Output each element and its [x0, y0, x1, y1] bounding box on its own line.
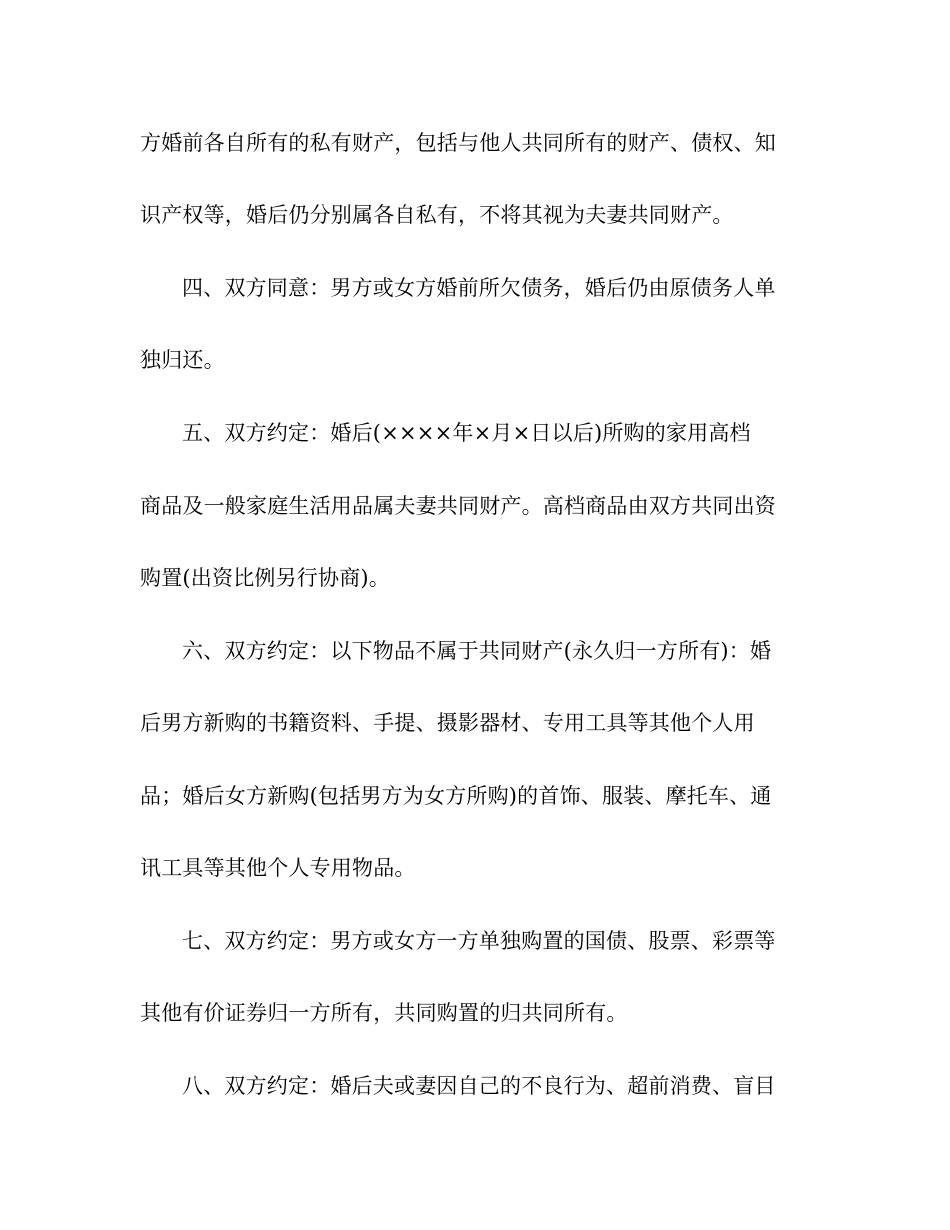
paragraph-line: 独归还。 — [140, 348, 225, 372]
paragraph-line: 讯工具等其他个人专用物品。 — [140, 856, 416, 880]
clause-four-line: 四、双方同意：男方或女方婚前所欠债务，婚后仍由原债务人单 — [182, 276, 776, 300]
paragraph-line: 品；婚后女方新购(包括男方为女方所购)的首饰、服装、摩托车、通 — [140, 784, 772, 808]
paragraph-line: 商品及一般家庭生活用品属夫妻共同财产。高档商品由双方共同出资 — [140, 494, 776, 518]
clause-five-line: 五、双方约定：婚后(××××年×月×日以后)所购的家用高档 — [182, 421, 751, 445]
clause-seven-line: 七、双方约定：男方或女方一方单独购置的国债、股票、彩票等 — [182, 929, 776, 953]
clause-eight-line: 八、双方约定：婚后夫或妻因自己的不良行为、超前消费、盲目 — [182, 1074, 776, 1098]
paragraph-line: 购置(出资比例另行协商)。 — [140, 566, 390, 590]
paragraph-line: 方婚前各自所有的私有财产，包括与他人共同所有的财产、债权、知 — [140, 131, 776, 155]
paragraph-line: 后男方新购的书籍资料、手提、摄影器材、专用工具等其他个人用 — [140, 711, 755, 735]
paragraph-line: 识产权等，婚后仍分别属各自私有，不将其视为夫妻共同财产。 — [140, 203, 734, 227]
clause-six-line: 六、双方约定：以下物品不属于共同财产(永久归一方所有)：婚 — [182, 639, 772, 663]
paragraph-line: 其他有价证券归一方所有，共同购置的归共同所有。 — [140, 1001, 628, 1025]
